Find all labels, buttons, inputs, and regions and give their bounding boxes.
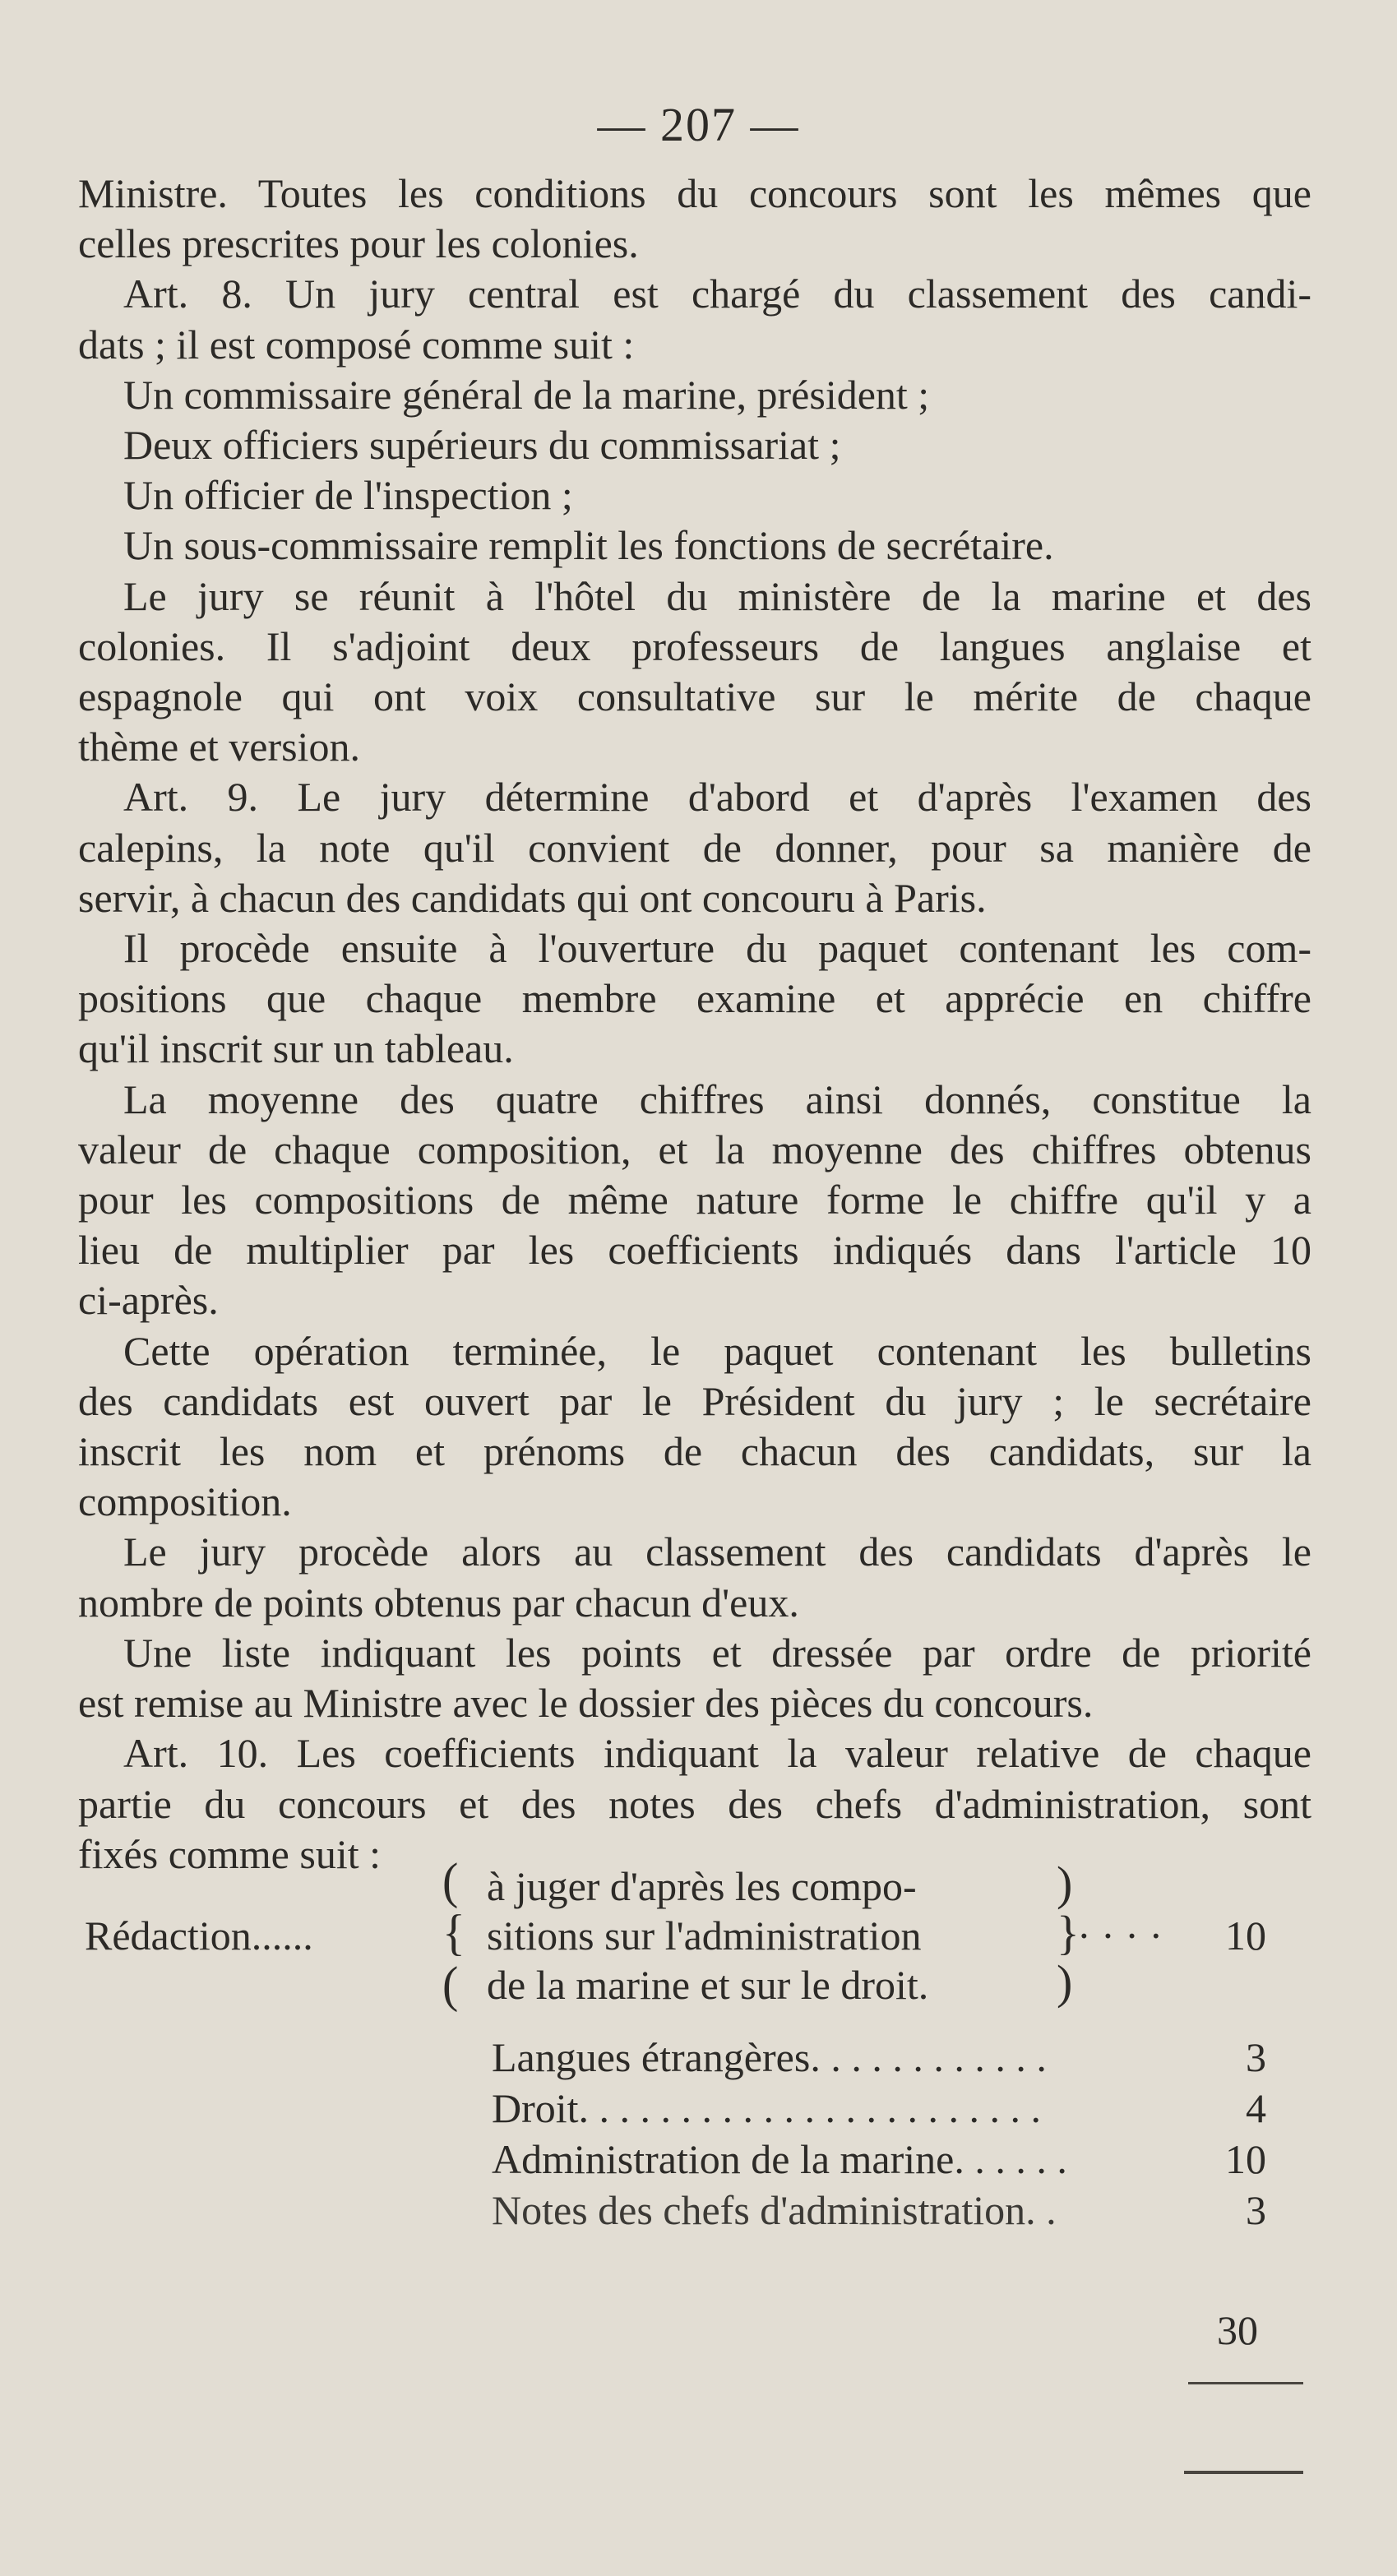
- text-line: partie du concours et des notes des chefs d'administration, sont: [78, 1780, 1311, 1827]
- total-rule: [1184, 2471, 1303, 2474]
- redaction-label-line: [85, 1912, 313, 1959]
- redaction-leader: ......: [251, 1912, 313, 1959]
- row-droit: [492, 2084, 1041, 2132]
- redaction-desc-3: de la marine et sur le droit.: [487, 1962, 929, 2008]
- text-line: Art. 10. Les coefficients indiquant la valeur relative de chaque: [123, 1730, 1311, 1777]
- row-leader: . . . . . . . . . . . . . . . . . . . . . . .: [578, 2085, 1042, 2131]
- text-line: est remise au Ministre avec le dossier des pièces du concours.: [78, 1680, 1094, 1727]
- text-line: Ministre. Toutes les conditions du concours sont les mêmes que: [78, 170, 1311, 216]
- redaction-desc-2: sitions sur l'administration: [487, 1912, 922, 1959]
- text-line: Il procède ensuite à l'ouverture du paquet contenant les com-: [123, 925, 1311, 972]
- redaction-leader-2: · · · ·: [1077, 1912, 1163, 1959]
- row-label: Notes des chefs d'administration: [492, 2187, 1026, 2233]
- row-value: 3: [1246, 2034, 1266, 2080]
- row-leader: . . . . . .: [954, 2136, 1067, 2182]
- row-leader: . . . . . . . . . . . .: [810, 2034, 1047, 2080]
- redaction-value: 10: [1225, 1912, 1266, 1959]
- text-line: composition.: [78, 1478, 292, 1525]
- text-line: colonies. Il s'adjoint deux professeurs de langues anglaise et: [78, 622, 1311, 669]
- text-line: Le jury se réunit à l'hôtel du ministère de la marine et des: [123, 572, 1311, 619]
- text-line: Cette opération terminée, le paquet contenant les bulletins: [123, 1327, 1311, 1374]
- text-line: espagnole qui ont voix consultative sur le mérite de chaque: [78, 673, 1311, 720]
- row-leader: . .: [1025, 2187, 1057, 2233]
- text-line: Une liste indiquant les points et dressée par ordre de priorité: [123, 1629, 1311, 1676]
- left-brace-icon: ( { (: [442, 1852, 465, 2013]
- text-line: Un sous-commissaire remplit les fonctions de secrétaire.: [123, 522, 1054, 569]
- text-line: fixés comme suit :: [78, 1830, 381, 1877]
- text-line: ci-après.: [78, 1277, 219, 1324]
- text-line: La moyenne des quatre chiffres ainsi donnés, constitue la: [123, 1075, 1311, 1122]
- text-line: Le jury procède alors au classement des candidats d'après le: [123, 1528, 1311, 1575]
- text-line: Un commissaire général de la marine, président ;: [123, 371, 930, 418]
- text-line: pour les compositions de même nature forme le chiffre qu'il y a: [78, 1177, 1311, 1223]
- body-text: [78, 169, 1311, 1880]
- text-line: inscrit les nom et prénoms de chacun des candidats, sur la: [78, 1428, 1311, 1475]
- row-notes: [492, 2186, 1057, 2234]
- text-line: servir, à chacun des candidats qui ont concouru à Paris.: [78, 874, 987, 921]
- total-value: 30: [1217, 2307, 1258, 2353]
- text-line: nombre de points obtenus par chacun d'eux.: [78, 1579, 799, 1626]
- text-line: lieu de multiplier par les coefficients indiqués dans l'article 10: [78, 1227, 1311, 1274]
- right-brace-icon: ) } ): [1057, 1857, 1080, 2009]
- text-line: calepins, la note qu'il convient de donner, pour sa manière de: [78, 824, 1311, 871]
- text-line: positions que chaque membre examine et apprécie en chiffre: [78, 975, 1311, 1022]
- text-line: thème et version.: [78, 724, 360, 770]
- page-number: — 207 —: [597, 98, 800, 151]
- redaction-desc-1: à juger d'après les compo-: [487, 1863, 917, 1909]
- text-line: qu'il inscrit sur un tableau.: [78, 1025, 514, 1072]
- row-label: Droit: [492, 2085, 579, 2131]
- row-value: 10: [1225, 2136, 1266, 2182]
- text-line: Un officier de l'inspection ;: [123, 472, 573, 519]
- sum-rule: [1188, 2382, 1303, 2384]
- text-line: Art. 8. Un jury central est chargé du classement des candi-: [123, 271, 1311, 317]
- text-line: celles prescrites pour les colonies.: [78, 220, 639, 267]
- row-label: Administration de la marine: [492, 2136, 955, 2182]
- text-line: des candidats est ouvert par le Président du jury ; le secrétaire: [78, 1377, 1311, 1424]
- row-administration: [492, 2135, 1067, 2183]
- text-line: Art. 9. Le jury détermine d'abord et d'après l'examen des: [123, 774, 1311, 821]
- row-label: Langues étrangères: [492, 2034, 811, 2080]
- row-langues: [492, 2033, 1047, 2081]
- row-value: 4: [1246, 2085, 1266, 2131]
- text-line: valeur de chaque composition, et la moyenne des chiffres obtenus: [78, 1126, 1311, 1172]
- text-line: Deux officiers supérieurs du commissariat ;: [123, 422, 841, 469]
- row-value: 3: [1246, 2187, 1266, 2233]
- text-line: dats ; il est composé comme suit :: [78, 321, 635, 368]
- redaction-label: Rédaction: [85, 1912, 252, 1959]
